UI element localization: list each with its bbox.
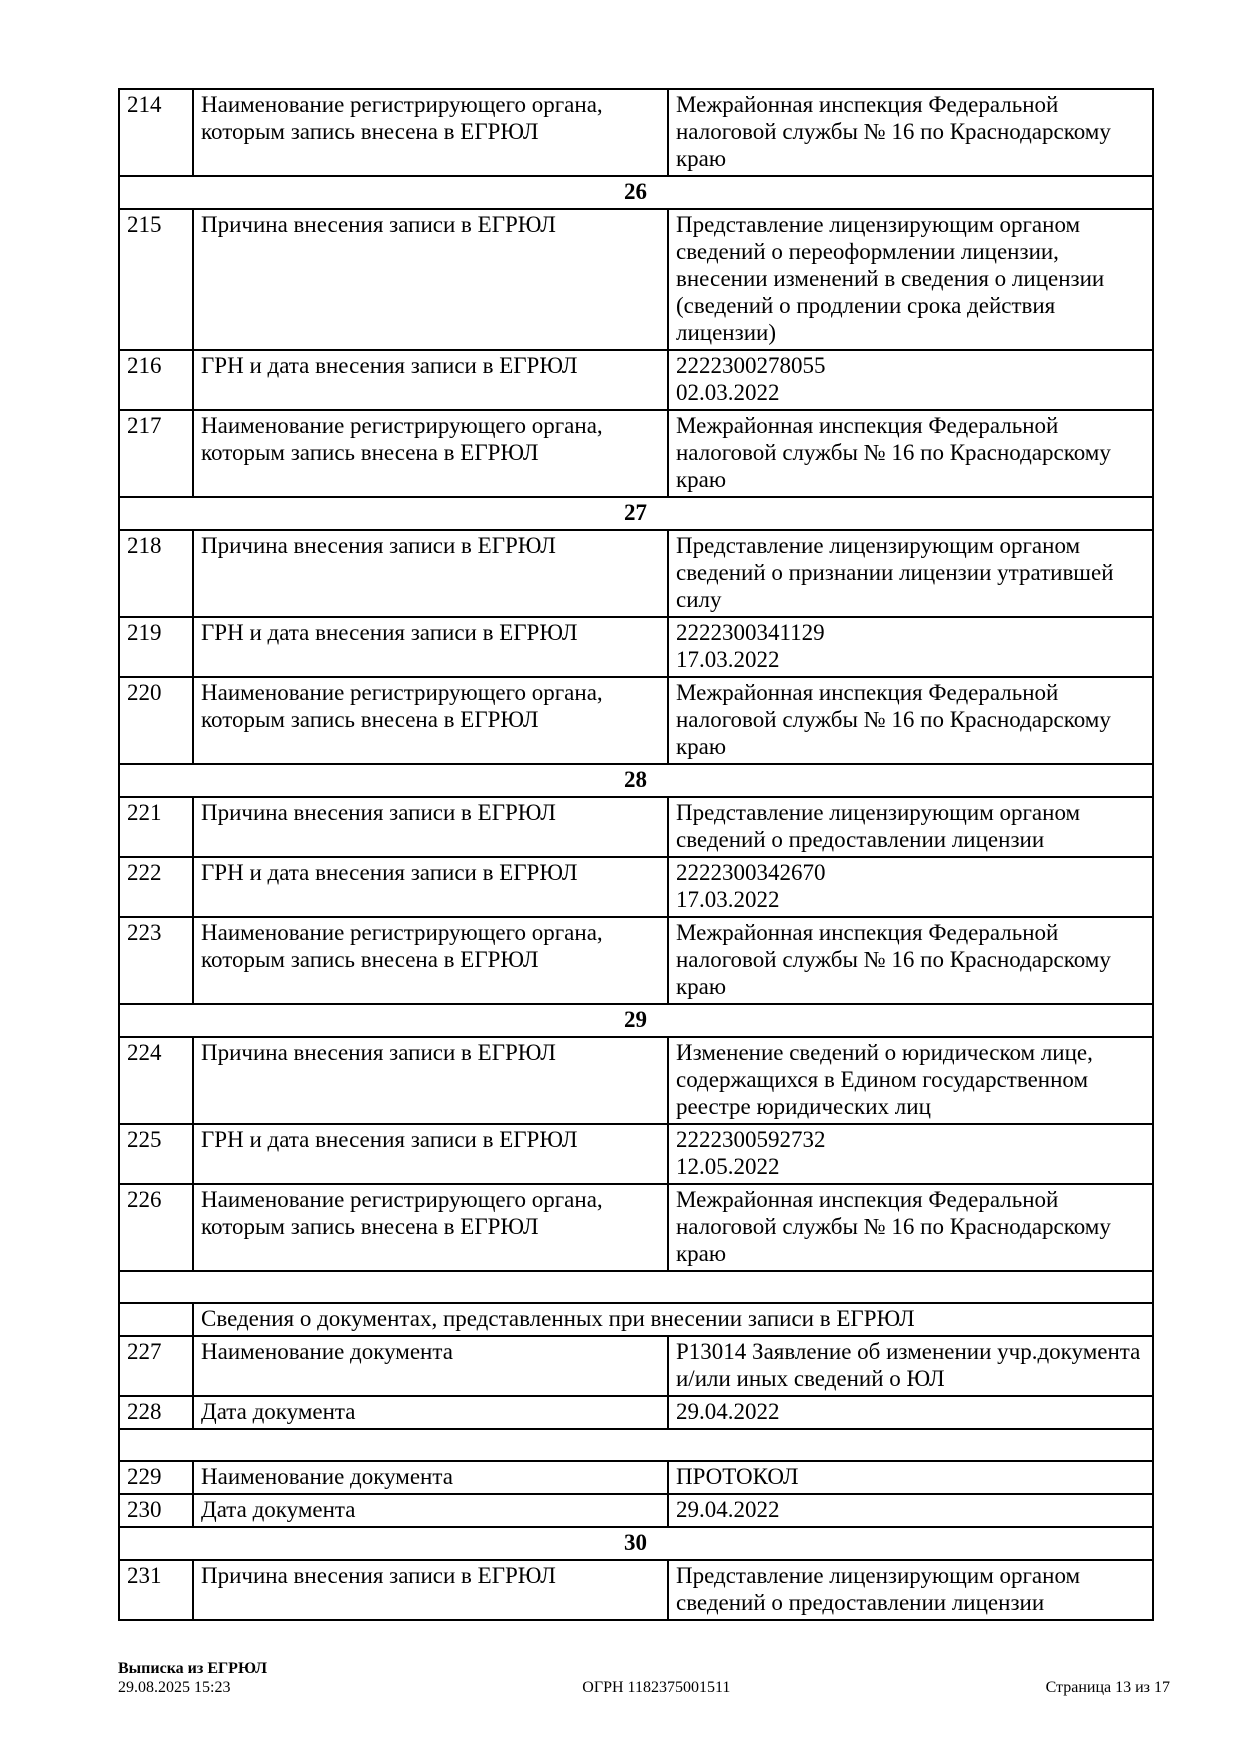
footer-datetime: 29.08.2025 15:23 [118, 1679, 231, 1696]
row-number-cell: 223 [119, 917, 193, 1004]
empty-cell [119, 1271, 1153, 1303]
value-cell [668, 1037, 1153, 1124]
row-number-cell: 225 [119, 1124, 193, 1184]
table-row [119, 917, 1153, 1004]
table-row [119, 410, 1153, 497]
row-number-cell: 228 [119, 1396, 193, 1429]
empty-cell [119, 1429, 1153, 1461]
row-number-cell: 214 [119, 89, 193, 176]
row-number-cell: 215 [119, 209, 193, 350]
attribute-cell: Наименование документа [193, 1336, 668, 1396]
value-cell [668, 1461, 1153, 1494]
attribute-cell: ГРН и дата внесения записи в ЕГРЮЛ [193, 1124, 668, 1184]
value-line: 12.05.2022 [676, 1154, 780, 1179]
attribute-cell: Наименование регистрирующего органа, которым запись внесена в ЕГРЮЛ [193, 917, 668, 1004]
empty-row [119, 1429, 1153, 1461]
value-line: 2222300278055 [676, 353, 826, 378]
section-header-row [119, 497, 1153, 530]
footer-doc-title: Выписка из ЕГРЮЛ [118, 1660, 268, 1677]
table-row [119, 1461, 1153, 1494]
attribute-cell: Причина внесения записи в ЕГРЮЛ [193, 530, 668, 617]
table-row [119, 530, 1153, 617]
value-cell [668, 857, 1153, 917]
table-row [119, 209, 1153, 350]
footer-page-info: Страница 13 из 17 [1045, 1679, 1170, 1696]
attribute-cell: Наименование документа [193, 1461, 668, 1494]
attribute-cell: Причина внесения записи в ЕГРЮЛ [193, 1560, 668, 1620]
section-header-row [119, 1527, 1153, 1560]
value-cell [668, 1336, 1153, 1396]
value-cell [668, 350, 1153, 410]
value-line: Межрайонная инспекция Федеральной налоговой службы № 16 по Краснодарскому краю [676, 680, 1111, 759]
value-line: 2222300341129 [676, 620, 825, 645]
value-cell [668, 917, 1153, 1004]
row-number-cell: 230 [119, 1494, 193, 1527]
value-line: Межрайонная инспекция Федеральной налоговой службы № 16 по Краснодарскому краю [676, 1187, 1111, 1266]
table-row [119, 797, 1153, 857]
table-row [119, 1336, 1153, 1396]
value-cell [668, 209, 1153, 350]
value-cell [668, 1124, 1153, 1184]
table-row [119, 1494, 1153, 1527]
row-number-cell: 222 [119, 857, 193, 917]
value-line: 29.04.2022 [676, 1399, 780, 1424]
attribute-cell: Причина внесения записи в ЕГРЮЛ [193, 1037, 668, 1124]
value-line: Представление лицензирующим органом сведений о предоставлении лицензии [676, 800, 1081, 852]
table-row [119, 1396, 1153, 1429]
value-line: Представление лицензирующим органом сведений о переоформлении лицензии, внесении изменений в сведения о лицензии (сведений о продлении срока действия лицензии) [676, 212, 1105, 345]
row-number-cell: 229 [119, 1461, 193, 1494]
attribute-cell: Наименование регистрирующего органа, которым запись внесена в ЕГРЮЛ [193, 89, 668, 176]
value-cell [668, 410, 1153, 497]
table-row [119, 677, 1153, 764]
value-line: Представление лицензирующим органом сведений о предоставлении лицензии [676, 1563, 1081, 1615]
value-line: 17.03.2022 [676, 887, 780, 912]
section-header-row [119, 176, 1153, 209]
attribute-cell: Наименование регистрирующего органа, которым запись внесена в ЕГРЮЛ [193, 1184, 668, 1271]
section-number: 27 [119, 497, 1153, 530]
value-cell [668, 1184, 1153, 1271]
value-cell [668, 1560, 1153, 1620]
row-number-cell: 220 [119, 677, 193, 764]
section-number: 29 [119, 1004, 1153, 1037]
footer-ogrn: ОГРН 1182375001511 [582, 1679, 731, 1696]
section-header-row [119, 764, 1153, 797]
row-number-cell: 217 [119, 410, 193, 497]
attribute-cell: ГРН и дата внесения записи в ЕГРЮЛ [193, 857, 668, 917]
table-row [119, 617, 1153, 677]
page-footer [118, 1659, 1170, 1697]
value-line: 2222300592732 [676, 1127, 826, 1152]
section-header-row [119, 1004, 1153, 1037]
row-number-cell: 218 [119, 530, 193, 617]
value-cell [668, 797, 1153, 857]
attribute-cell: Причина внесения записи в ЕГРЮЛ [193, 797, 668, 857]
egrul-extract-table [118, 88, 1154, 1621]
value-line: Межрайонная инспекция Федеральной налоговой службы № 16 по Краснодарскому краю [676, 92, 1111, 171]
attribute-cell: Причина внесения записи в ЕГРЮЛ [193, 209, 668, 350]
table-row [119, 350, 1153, 410]
value-line: Межрайонная инспекция Федеральной налоговой службы № 16 по Краснодарскому краю [676, 920, 1111, 999]
table-row [119, 1184, 1153, 1271]
value-line: 17.03.2022 [676, 647, 780, 672]
attribute-cell: Наименование регистрирующего органа, которым запись внесена в ЕГРЮЛ [193, 677, 668, 764]
row-number-cell: 221 [119, 797, 193, 857]
value-line: Представление лицензирующим органом сведений о признании лицензии утратившей силу [676, 533, 1114, 612]
value-line: 02.03.2022 [676, 380, 780, 405]
attribute-cell: ГРН и дата внесения записи в ЕГРЮЛ [193, 350, 668, 410]
table-row [119, 857, 1153, 917]
attribute-cell: Наименование регистрирующего органа, которым запись внесена в ЕГРЮЛ [193, 410, 668, 497]
empty-row [119, 1271, 1153, 1303]
row-number-cell: 219 [119, 617, 193, 677]
attribute-cell: Дата документа [193, 1396, 668, 1429]
section-number: 28 [119, 764, 1153, 797]
row-number-cell: 226 [119, 1184, 193, 1271]
value-line: Межрайонная инспекция Федеральной налоговой службы № 16 по Краснодарскому краю [676, 413, 1111, 492]
table-row [119, 1124, 1153, 1184]
row-number-cell: 231 [119, 1560, 193, 1620]
value-cell [668, 617, 1153, 677]
value-line: 29.04.2022 [676, 1497, 780, 1522]
value-cell [668, 1396, 1153, 1429]
subheader-row [119, 1303, 1153, 1336]
table-row [119, 1037, 1153, 1124]
footer-left-block [118, 1659, 267, 1697]
value-line: Р13014 Заявление об изменении учр.документа и/или иных сведений о ЮЛ [676, 1339, 1141, 1391]
section-number: 30 [119, 1527, 1153, 1560]
row-number-cell: 224 [119, 1037, 193, 1124]
value-line: ПРОТОКОЛ [676, 1464, 799, 1489]
value-cell [668, 677, 1153, 764]
table-row [119, 1560, 1153, 1620]
value-cell [668, 1494, 1153, 1527]
egrul-table-body [119, 89, 1153, 1620]
attribute-cell: Дата документа [193, 1494, 668, 1527]
section-number: 26 [119, 176, 1153, 209]
subheader-title: Сведения о документах, представленных при внесении записи в ЕГРЮЛ [193, 1303, 1153, 1336]
row-number-cell: 216 [119, 350, 193, 410]
value-cell [668, 530, 1153, 617]
value-line: 2222300342670 [676, 860, 826, 885]
table-row [119, 89, 1153, 176]
value-line: Изменение сведений о юридическом лице, содержащихся в Едином государственном реестре юридических лиц [676, 1040, 1093, 1119]
row-number-cell: 227 [119, 1336, 193, 1396]
value-cell [668, 89, 1153, 176]
attribute-cell: ГРН и дата внесения записи в ЕГРЮЛ [193, 617, 668, 677]
subheader-spacer-cell [119, 1303, 193, 1336]
